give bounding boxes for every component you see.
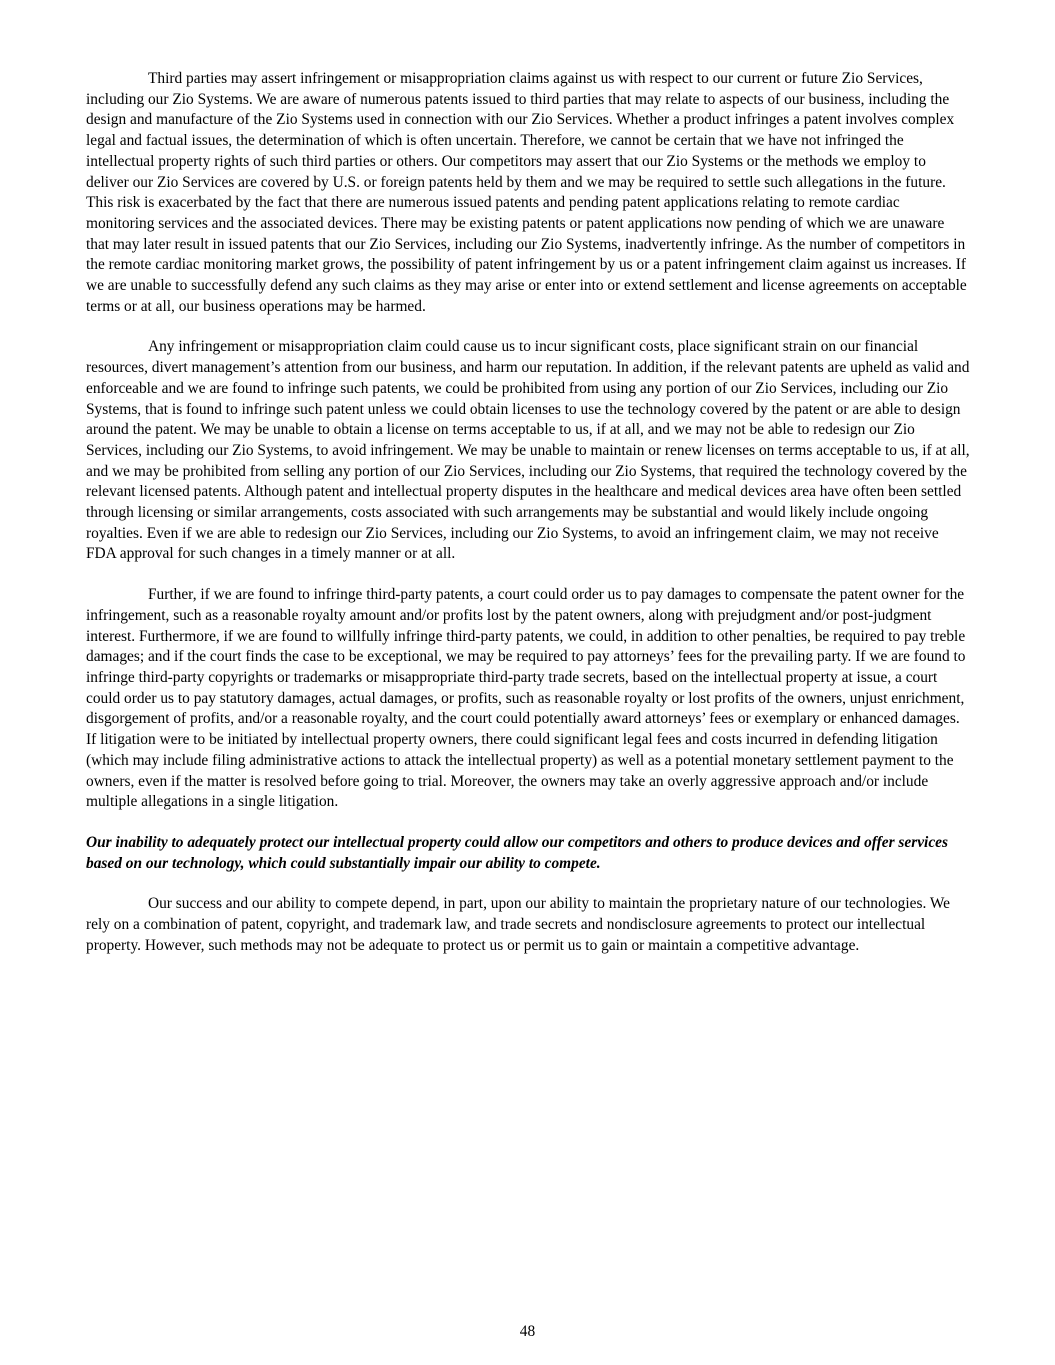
paragraph-third-party-claims: Third parties may assert infringement or misappropriation claims against us with respect to our current or future Zio Services, including our Zio Systems. We are aware of numerous patents issued to third parties that may relate to aspects of our business, including the design and manufacture of the Zio Systems used in connection with our Zio Services. Whether a product infringes a patent involves complex legal and factual issues, the determination of which is often uncertain. Therefore, we cannot be certain that we have not infringed the intellectual property rights of such third parties or others. Our competitors may assert that our Zio Systems or the methods we employ to deliver our Zio Services are covered by U.S. or foreign patents held by them and we may be required to settle such allegations in the future. This risk is exacerbated by the fact that there are numerous issued patents and pending patent applications relating to remote cardiac monitoring services and the associated devices. There may be existing patents or patent applications now pending of which we are unaware that may later result in issued patents that our Zio Services, including our Zio Systems, inadvertently infringe. As the number of competitors in the remote cardiac monitoring market grows, the possibility of patent infringement by us or a patent infringement claim against us increases. If we are unable to successfully defend any such claims as they may arise or enter into or extend settlement and license agreements on acceptable terms or at all, our business operations may be harmed. — [86, 70, 967, 315]
paragraph-damages: Further, if we are found to infringe third-party patents, a court could order us to pay damages to compensate the patent owner for the infringement, such as a reasonable royalty amount and/or profits lost by the patent owners, along with prejudgment and/or post-judgment interest. Furthermore, if we are found to willfully infringe third-party patents, we could, in addition to other penalties, be required to pay treble damages; and if the court finds the case to be exceptional, we may be required to pay attorneys’ fees for the prevailing party. If we are found to infringe third-party copyrights or trademarks or misappropriate third-party trade secrets, based on the intellectual property at issue, a court could order us to pay statutory damages, actual damages, or profits, such as reasonable royalty or lost profits of the owners, unjust enrichment, disgorgement of profits, and/or a reasonable royalty, and the court could potentially award attorneys’ fees or exemplary or enhanced damages. If litigation were to be initiated by intellectual property owners, there could significant legal fees and costs incurred in defending litigation (which may include filing administrative actions to attack the intellectual property) as well as a potential monetary settlement payment to the owners, even if the matter is resolved before going to trial. Moreover, the owners may take an overly aggressive approach and/or include multiple allegations in a single litigation. — [86, 586, 966, 811]
risk-factor-heading: Our inability to adequately protect our intellectual property could allow our competitors and others to produce devices and offer services based on our technology, which could substantially impair our ability to compete. — [86, 833, 948, 872]
paragraph-infringement-costs: Any infringement or misappropriation claim could cause us to incur significant costs, place significant strain on our financial resources, divert management’s attention from our business, and harm our reputation. In addition, if the relevant patents are upheld as valid and enforceable and we are found to infringe such patents, we could be prohibited from using any portion of our Zio Services, including our Zio Systems, that is found to infringe such patent unless we could obtain licenses to use the technology covered by the patent or are able to design around the patent. We may be unable to obtain a license on terms acceptable to us, if at all, and we may not be able to redesign our Zio Services, including our Zio Systems, to avoid infringement. We may be unable to maintain or renew licenses on terms acceptable to us, if at all, and we may be prohibited from selling any portion of our Zio Services, including our Zio Systems, that required the technology covered by the relevant licensed patents. Although patent and intellectual property disputes in the healthcare and medical devices area have often been settled through licensing or similar arrangements, costs associated with such arrangements may be substantial and would likely include ongoing royalties. Even if we are able to redesign our Zio Services, including our Zio Systems, to avoid an infringement claim, we may not receive FDA approval for such changes in a timely manner or at all. — [86, 338, 970, 563]
paragraph-proprietary-protection: Our success and our ability to compete depend, in part, upon our ability to maintain the proprietary nature of our technologies. We rely on a combination of patent, copyright, and trademark law, and trade secrets and nondisclosure agreements to protect our intellectual property. However, such methods may not be adequate to protect us or permit us to gain or maintain a competitive advantage. — [86, 895, 950, 954]
page-content — [86, 69, 970, 976]
page-number: 48 — [519, 1323, 536, 1340]
